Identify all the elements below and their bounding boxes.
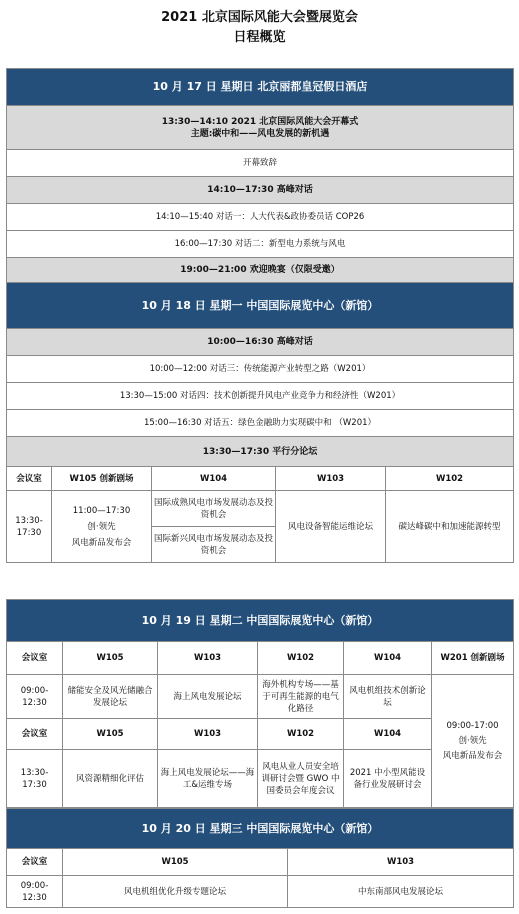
w104-forum-b: 国际新兴风电市场发展动态及投资机会 bbox=[152, 527, 276, 563]
col-w103: W103 bbox=[158, 642, 258, 675]
parallel-forums: 13:30—17:30 平行分论坛 bbox=[7, 437, 514, 467]
schedule-table-3 bbox=[6, 808, 514, 908]
col-w104-2: W104 bbox=[344, 719, 432, 750]
col-w103-2: W103 bbox=[158, 719, 258, 750]
col-w105: W105 创新剧场 bbox=[52, 467, 152, 491]
w103-forum: 中东南部风电发展论坛 bbox=[288, 876, 514, 908]
title-line2: 日程概览 bbox=[233, 30, 286, 45]
page-subtitle bbox=[0, 26, 519, 45]
dialog-5: 15:00—16:30 对话五：绿色金融助力实现碳中和 （W201） bbox=[7, 410, 514, 437]
pm-w105: 风资源精细化评估 bbox=[63, 750, 158, 808]
schedule-table-2 bbox=[6, 599, 514, 808]
day17-header: 10 月 17 日 星期日 北京丽都皇冠假日酒店 bbox=[7, 69, 514, 106]
opening-ceremony-cell bbox=[7, 106, 514, 150]
w102-forum: 碳达峰碳中和加速能源转型 bbox=[386, 491, 514, 563]
col-room-2: 会议室 bbox=[7, 719, 63, 750]
opening-speech: 开幕致辞 bbox=[7, 150, 514, 177]
dialog-4: 13:30—15:00 对话四：技术创新提升风电产业竞争力和经济性（W201） bbox=[7, 383, 514, 410]
welcome-banquet: 19:00—21:00 欢迎晚宴（仅限受邀） bbox=[7, 258, 514, 283]
am-w102: 海外机构专场——基于可再生能源的电气化路径 bbox=[258, 675, 344, 719]
w104-forum-a: 国际成熟风电市场发展动态及投资机会 bbox=[152, 491, 276, 527]
day18-summit: 10:00—16:30 高峰对话 bbox=[7, 329, 514, 356]
col-w201: W201 创新剧场 bbox=[432, 642, 514, 675]
day17-summit: 14:10—17:30 高峰对话 bbox=[7, 177, 514, 204]
col-w105: W105 bbox=[63, 849, 288, 876]
am-time: 09:00- 12:30 bbox=[7, 675, 63, 719]
pm-w104: 2021 中小型风能设备行业发展研讨会 bbox=[344, 750, 432, 808]
pm-w103: 海上风电发展论坛——海工&运维专场 bbox=[158, 750, 258, 808]
session-time: 13:30- 17:30 bbox=[7, 491, 52, 563]
col-w102-2: W102 bbox=[258, 719, 344, 750]
col-w102: W102 bbox=[258, 642, 344, 675]
w103-forum: 风电设备智能运维论坛 bbox=[276, 491, 386, 563]
day18-header: 10 月 18 日 星期一 中国国际展览中心（新馆） bbox=[7, 283, 514, 329]
col-room: 会议室 bbox=[7, 642, 63, 675]
opening-time: 13:30—14:10 2021 北京国际风能大会开幕式 bbox=[161, 116, 359, 127]
session-time: 09:00- 12:30 bbox=[7, 876, 63, 908]
col-w103: W103 bbox=[276, 467, 386, 491]
col-room: 会议室 bbox=[7, 849, 63, 876]
col-w105: W105 bbox=[63, 642, 158, 675]
col-w104: W104 bbox=[344, 642, 432, 675]
opening-theme: 主题:碳中和——风电发展的新机遇 bbox=[190, 128, 330, 139]
w105-forum: 风电机组优化升级专题论坛 bbox=[63, 876, 288, 908]
col-w104: W104 bbox=[152, 467, 276, 491]
dialog-1: 14:10—15:40 对话一：人大代表&政协委员话 COP26 bbox=[7, 204, 514, 231]
dialog-3: 10:00—12:00 对话三：传统能源产业转型之路（W201） bbox=[7, 356, 514, 383]
pm-w102: 风电从业人员安全培训研讨会暨 GWO 中国委员会年度会议 bbox=[258, 750, 344, 808]
am-w103: 海上风电发展论坛 bbox=[158, 675, 258, 719]
w105-launch: 11:00—17:30 创·领先 风电新品发布会 bbox=[52, 491, 152, 563]
title-line1: 2021 北京国际风能大会暨展览会 bbox=[161, 10, 358, 25]
col-w102: W102 bbox=[386, 467, 514, 491]
col-w105-2: W105 bbox=[63, 719, 158, 750]
day20-header: 10 月 20 日 星期三 中国国际展览中心（新馆） bbox=[7, 809, 514, 849]
page-title bbox=[0, 6, 519, 25]
col-w103: W103 bbox=[288, 849, 514, 876]
pm-time: 13:30- 17:30 bbox=[7, 750, 63, 808]
col-room: 会议室 bbox=[7, 467, 52, 491]
w201-launch: 09:00-17:00 创·领先 风电新品发布会 bbox=[432, 675, 514, 808]
day19-header: 10 月 19 日 星期二 中国国际展览中心（新馆） bbox=[7, 600, 514, 642]
am-w105: 储能安全及风光储融合发展论坛 bbox=[63, 675, 158, 719]
dialog-2: 16:00—17:30 对话二：新型电力系统与风电 bbox=[7, 231, 514, 258]
schedule-table-1 bbox=[6, 68, 514, 563]
am-w104: 风电机组技术创新论坛 bbox=[344, 675, 432, 719]
